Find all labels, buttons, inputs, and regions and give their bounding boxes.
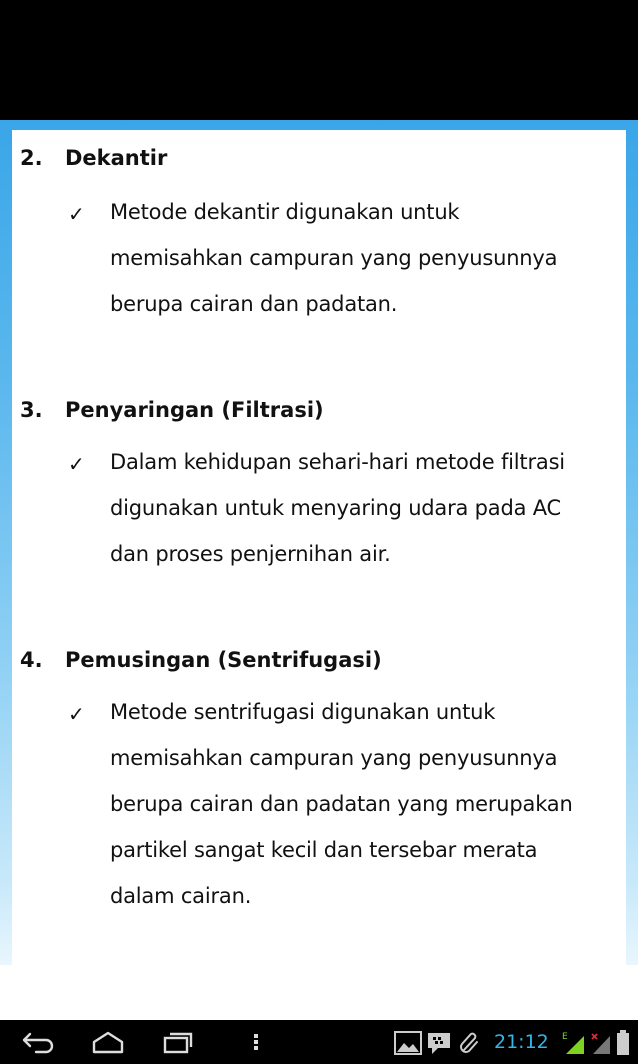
bullet-line: dalam cairan. <box>110 884 252 908</box>
clock-time: 21:12 <box>494 1031 549 1053</box>
home-icon[interactable] <box>90 1028 126 1056</box>
slide-bottom <box>0 965 638 1020</box>
back-icon[interactable] <box>20 1028 56 1056</box>
clip-icon <box>458 1030 482 1056</box>
bullet-line: berupa cairan dan padatan. <box>110 292 398 316</box>
signal-icon <box>562 1030 586 1056</box>
menu-icon[interactable] <box>250 1028 262 1056</box>
top-black-area <box>0 0 638 120</box>
bullet-line: digunakan untuk menyaring udara pada AC <box>110 496 562 520</box>
bullet-line: dan proses penjernihan air. <box>110 542 391 566</box>
check-icon: ✓ <box>68 702 85 726</box>
section-heading <box>20 146 167 170</box>
bullet-line: berupa cairan dan padatan yang merupakan <box>110 792 573 816</box>
battery-icon <box>616 1029 630 1056</box>
section-heading <box>20 648 382 672</box>
bullet-line: Metode sentrifugasi digunakan untuk <box>110 700 496 724</box>
signal-secondary-icon <box>590 1030 612 1056</box>
check-icon: ✓ <box>68 452 85 476</box>
system-navbar <box>0 1020 638 1064</box>
section-number: 3. <box>20 398 43 422</box>
slide-content <box>12 130 626 965</box>
bullet-line: Metode dekantir digunakan untuk <box>110 200 460 224</box>
section-title: Penyaringan (Filtrasi) <box>65 398 324 422</box>
section-number: 2. <box>20 146 43 170</box>
check-icon: ✓ <box>68 202 85 226</box>
bullet-line: memisahkan campuran yang penyusunnya <box>110 246 558 270</box>
section-title: Dekantir <box>65 146 168 170</box>
section-heading <box>20 398 324 422</box>
bullet-line: memisahkan campuran yang penyusunnya <box>110 746 558 770</box>
gallery-icon <box>394 1031 422 1055</box>
bbm-icon <box>426 1030 452 1056</box>
network-type-label: E <box>562 1032 568 1042</box>
section-number: 4. <box>20 648 43 672</box>
bullet-line: Dalam kehidupan sehari-hari metode filtrasi <box>110 450 565 474</box>
bullet-line: partikel sangat kecil dan tersebar merata <box>110 838 538 862</box>
recent-apps-icon[interactable] <box>160 1028 196 1056</box>
section-title: Pemusingan (Sentrifugasi) <box>65 648 382 672</box>
